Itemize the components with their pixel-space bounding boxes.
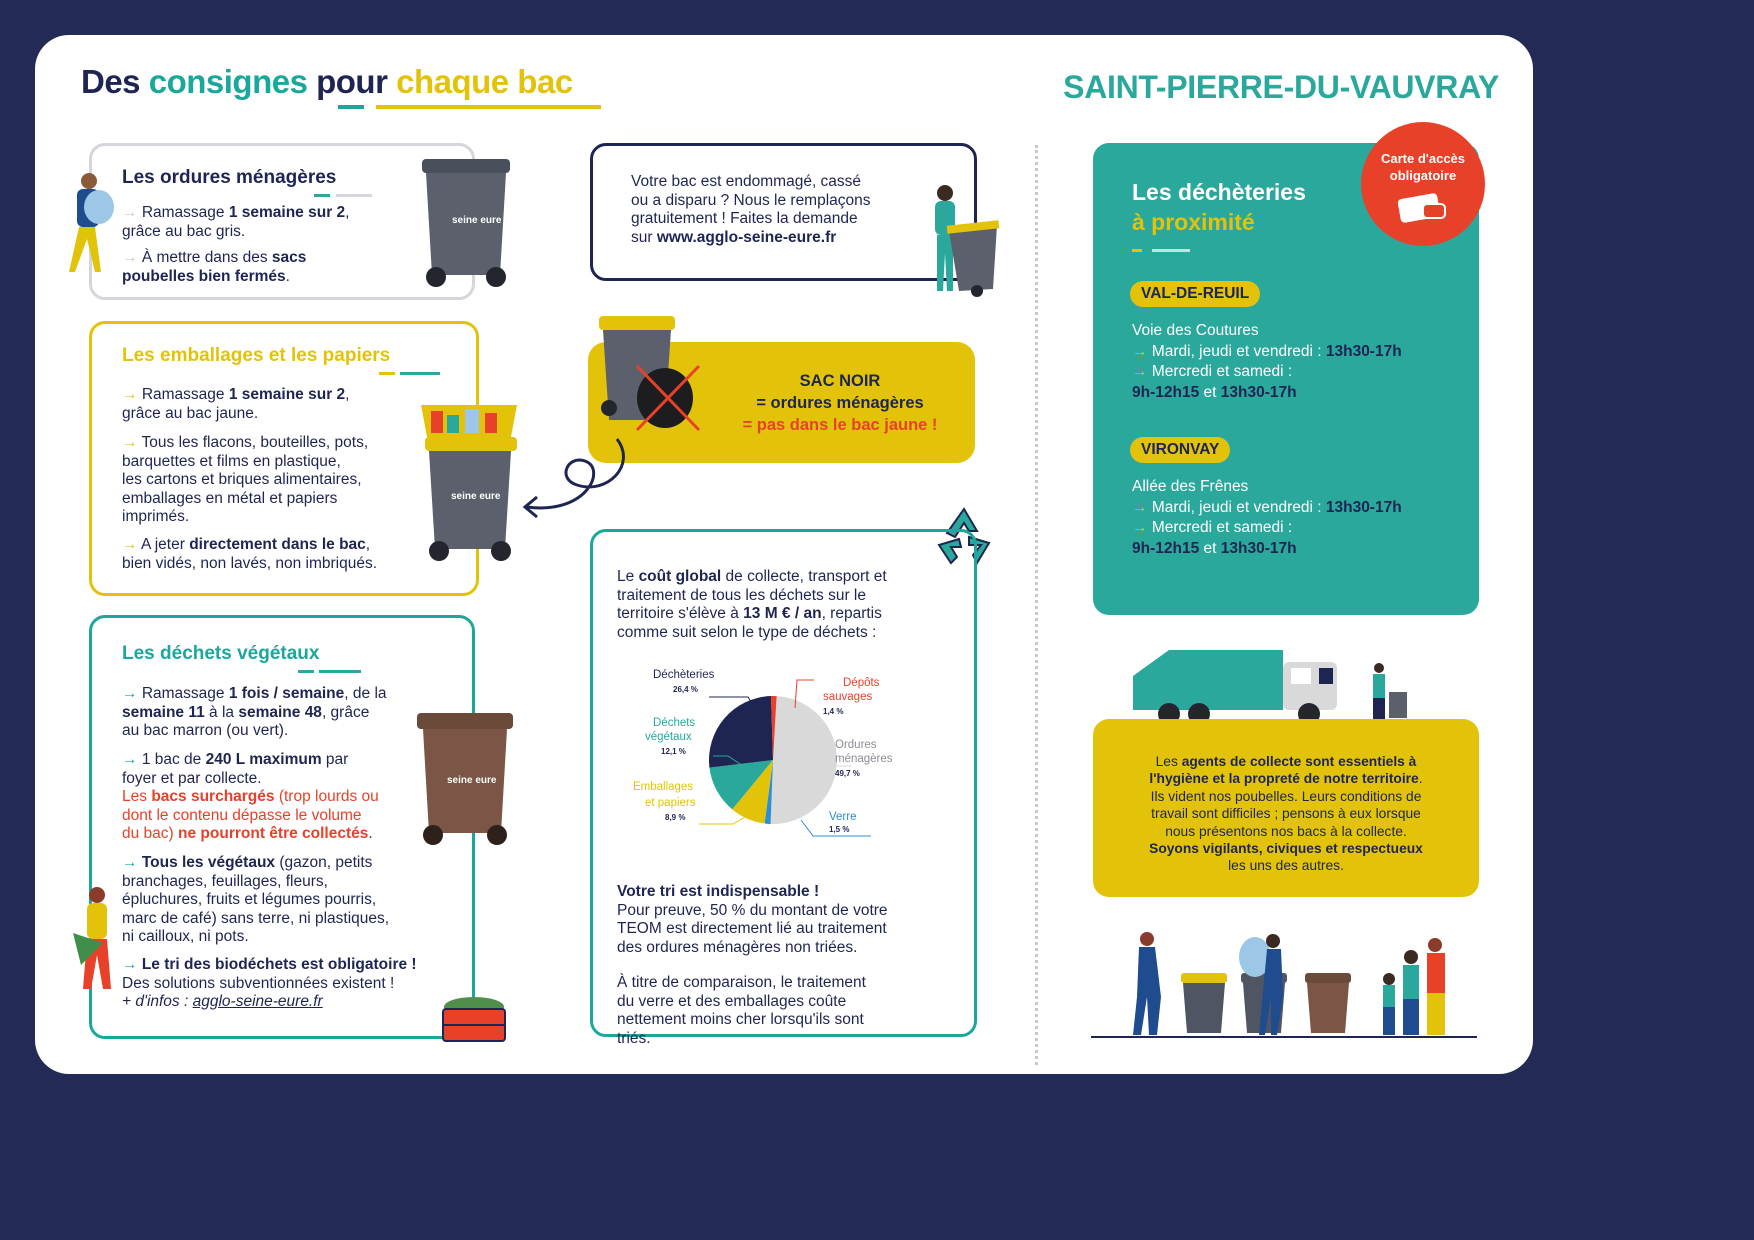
ordures-menageres-card xyxy=(89,143,475,300)
underline-teal xyxy=(400,372,440,375)
grey-bin-illustration xyxy=(420,155,512,290)
emballages-text-1: → Ramassage 1 semaine sur 2, grâce au bac jaune. xyxy=(122,386,350,422)
pie-slice-d-ch-teries xyxy=(709,696,773,768)
city-name: SAINT-PIERRE-DU-VAUVRAY xyxy=(1063,69,1499,105)
site-badge: VAL-DE-REUIL xyxy=(1130,281,1260,307)
access-card-sticker xyxy=(1361,122,1485,246)
access-card-icon xyxy=(1393,190,1453,224)
bin-logo: seine eure xyxy=(451,491,501,502)
underline-teal-2 xyxy=(319,670,361,673)
label-veg-1: Déchets xyxy=(653,717,696,729)
cost-intro: Le coût global de collecte, transport et traitement de tous les déchets sur le territoire s'élève à 13 M € / an, repartis comme suit selon le type de déchets : xyxy=(617,568,887,641)
sticker-text: Carte d'accès obligatoire xyxy=(1380,151,1466,183)
label-om-1: Ordures xyxy=(835,739,877,751)
vegetaux-text-3: → Tous les végétaux (gazon, petits branchages, feuillages, fleurs, épluchures, fruits et légumes pourris, marc de café) sans terre, ni plastiques, ni cailloux, ni pots. xyxy=(122,854,390,945)
cost-pie-chart xyxy=(613,660,963,850)
pct-dep: 1,4 % xyxy=(823,707,844,716)
decheteries-title: Les déchèteries à proximité xyxy=(1132,179,1306,235)
agglo-link[interactable]: agglo-seine-eure.fr xyxy=(192,993,323,1010)
emballages-text-2: → Tous les flacons, bouteilles, pots, barquettes et films en plastique, les cartons et briques alimentaires, emballages en métal et papiers imprimés. xyxy=(122,434,369,525)
vegetaux-text-2: → 1 bac de 240 L maximum par foyer et par collecte. Les bacs surchargés (trop lourds ou dont le contenu dépasse le volume du bac) ne pourront être collectés. xyxy=(122,751,379,842)
compost-crate-illustration xyxy=(439,993,509,1045)
garbage-truck-illustration xyxy=(1129,640,1419,730)
site-badge: VIRONVAY xyxy=(1130,437,1230,463)
label-dep-1: Dépôts xyxy=(843,677,880,689)
label-verre: Verre xyxy=(829,811,857,823)
pct-dechet: 26,4 % xyxy=(673,685,698,694)
site-val-de-reuil-info: Voie des Coutures → Mardi, jeudi et vendredi : 13h30-17h → Mercredi et samedi : 9h-12h15 et 13h30-17h xyxy=(1132,322,1402,401)
ordures-text-2: → À mettre dans des sacs poubelles bien fermés. xyxy=(122,249,307,285)
bin-logo: seine eure xyxy=(452,215,502,226)
label-emb-1: Emballages xyxy=(633,781,694,793)
pct-verre: 1,5 % xyxy=(829,825,850,834)
underline-white xyxy=(1152,249,1190,252)
site-val-de-reuil xyxy=(1130,281,1260,307)
sac-noir-text: SAC NOIR = ordures ménagères = pas dans le bac jaune ! xyxy=(742,372,938,434)
agents-collecte-card xyxy=(1093,719,1479,897)
page-title: Des consignes pour chaque bac xyxy=(81,63,573,100)
woman-with-bin-illustration xyxy=(915,183,1005,298)
citizens-with-bins-illustration xyxy=(1091,927,1481,1047)
curved-arrow-illustration xyxy=(517,435,637,525)
agents-text: Les agents de collecte sont essentiels à l'hygiène et la propreté de notre territoire. Ils vident nos poubelles. Leurs conditions de travail sont difficiles ; pensons à eux lorsque nous présentons nos bacs à la collecte. Soyons vigilants, civiques et respectueux les uns des autres. xyxy=(1149,754,1423,874)
pct-veg: 12,1 % xyxy=(661,747,686,756)
label-veg-2: végétaux xyxy=(645,731,692,743)
label-emb-2: et papiers xyxy=(645,797,696,809)
label-dechet: Déchèteries xyxy=(653,669,715,681)
emballages-text-3: → A jeter directement dans le bac, bien vidés, non lavés, non imbriqués. xyxy=(122,536,378,572)
leader-emb xyxy=(699,816,747,824)
underline-yellow xyxy=(1132,249,1142,252)
cost-tri-paragraph: Votre tri est indispensable ! Pour preuve, 50 % du montant de votre TEOM est directement lié au traitement des ordures ménagères non triées. xyxy=(617,883,888,956)
agglo-website-link[interactable]: www.agglo-seine-eure.fr xyxy=(656,228,837,246)
ordures-text-1: → Ramassage 1 semaine sur 2, grâce au bac gris. xyxy=(122,204,350,240)
underline-grey xyxy=(336,194,372,197)
underline-teal xyxy=(314,194,330,197)
title-underline-teal xyxy=(338,105,364,109)
bin-logo: seine eure xyxy=(447,775,497,786)
site-vironvay xyxy=(1130,437,1230,463)
underline-teal xyxy=(298,670,314,673)
vegetaux-text-4: → Le tri des biodéchets est obligatoire ! Des solutions subventionnées existent ! + d'infos : agglo-seine-eure.fr xyxy=(122,956,417,1010)
yellow-bin-illustration xyxy=(421,403,521,563)
endommage-text: Votre bac est endommagé, cassé ou a disparu ? Nous le remplaçons gratuitement ! Faites la demande sur www.agglo-seine-eure.fr xyxy=(631,173,871,246)
pct-emb: 8,9 % xyxy=(665,813,686,822)
vegetaux-title: Les déchets végétaux xyxy=(122,643,320,664)
vegetaux-text-1: → Ramassage 1 fois / semaine, de la semaine 11 à la semaine 48, grâce au bac marron (ou vert). xyxy=(122,685,387,739)
label-dep-2: sauvages xyxy=(823,691,873,703)
title-underline-yellow xyxy=(376,105,601,109)
cout-global-card xyxy=(590,529,977,1047)
page xyxy=(35,35,1533,1074)
black-bag-crossed-illustration xyxy=(595,310,715,435)
cost-comparison-paragraph: À titre de comparaison, le traitement du verre et des emballages coûte nettement moins cher lorsqu'ils sont triés. xyxy=(617,974,866,1047)
label-om-2: ménagères xyxy=(835,753,893,765)
underline-yellow xyxy=(379,372,395,375)
emballages-title: Les emballages et les papiers xyxy=(122,345,391,366)
dotted-divider xyxy=(1035,145,1038,1065)
gardener-illustration xyxy=(63,885,133,995)
ordures-title: Les ordures ménagères xyxy=(122,167,337,188)
pct-om: 49,7 % xyxy=(835,769,860,778)
brown-bin-illustration xyxy=(415,707,515,847)
person-with-bag-illustration xyxy=(61,167,121,277)
site-vironvay-info: Allée des Frênes → Mardi, jeudi et vendredi : 13h30-17h → Mercredi et samedi : 9h-12h15 et 13h30-17h xyxy=(1132,478,1402,557)
